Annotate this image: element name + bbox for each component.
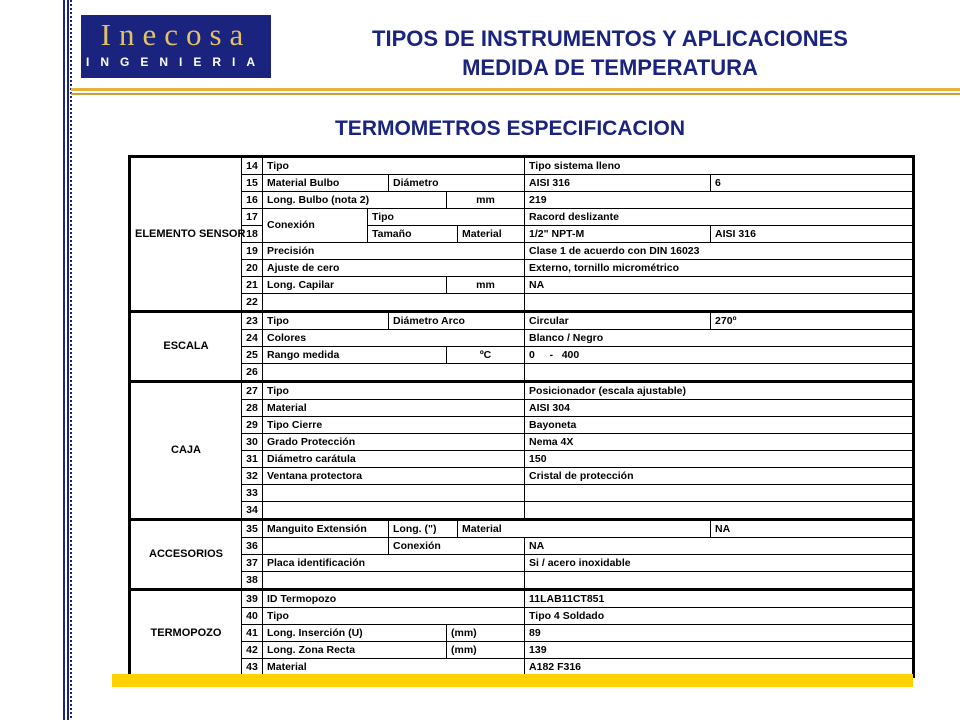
table-row [130,642,914,659]
page-title-line2: MEDIDA DE TEMPERATURA [462,55,758,80]
row-number: 36 [242,538,263,555]
row-label [263,364,525,382]
row-label: Long. Zona Recta [263,642,447,659]
row-label: Placa identificación [263,555,525,572]
row-value [525,364,914,382]
row-value: Clase 1 de acuerdo con DIN 16023 [525,243,914,260]
row-value: Bayoneta [525,417,914,434]
row-value: 11LAB11CT851 [525,590,914,608]
table-row [130,209,914,226]
table-row [130,175,914,192]
row-value: NA [711,520,914,538]
row-value: 0 - 400 [525,347,914,364]
row-label: ID Termopozo [263,590,525,608]
row-sublabel: Diámetro Arco [389,312,525,330]
row-label: Tipo [263,312,389,330]
row-number: 24 [242,330,263,347]
row-value [525,502,914,520]
row-number: 18 [242,226,263,243]
row-number: 15 [242,175,263,192]
row-value: Tipo sistema lleno [525,157,914,175]
row-value: AISI 316 [525,175,711,192]
row-label: Rango medida [263,347,447,364]
row-number: 26 [242,364,263,382]
row-label: Material Bulbo [263,175,389,192]
row-number: 37 [242,555,263,572]
row-label: Material [263,400,525,417]
row-number: 20 [242,260,263,277]
table-row [130,364,914,382]
table-row [130,417,914,434]
row-number: 42 [242,642,263,659]
table-row [130,468,914,485]
row-number: 17 [242,209,263,226]
row-label: Diámetro carátula [263,451,525,468]
row-value: Circular [525,312,711,330]
row-value [525,294,914,312]
logo-subtitle: INGENIERIA [85,55,266,69]
row-number: 23 [242,312,263,330]
row-number: 43 [242,659,263,677]
row-label: Manguito Extensión [263,520,389,538]
left-border-dots [70,0,72,720]
row-number: 14 [242,157,263,175]
row-unit: (mm) [447,642,525,659]
row-sublabel: Tamaño [368,226,458,243]
row-sublabel-secondary: Material [458,520,711,538]
table-row [130,451,914,468]
row-value [525,485,914,502]
table-row [130,538,914,555]
row-label [263,502,525,520]
row-label: Grado Protección [263,434,525,451]
table-row [130,434,914,451]
row-number: 38 [242,572,263,590]
table-row [130,330,914,347]
row-number: 39 [242,590,263,608]
row-label: Material [263,659,525,677]
table-row [130,243,914,260]
table-row [130,485,914,502]
row-number: 29 [242,417,263,434]
row-value-secondary: 6 [711,175,914,192]
row-number: 19 [242,243,263,260]
footer-bar [112,674,913,687]
table-row [130,260,914,277]
row-label: Long. Inserción (U) [263,625,447,642]
row-value: Tipo 4 Soldado [525,608,914,625]
row-label: Long. Capilar [263,277,447,294]
specification-table [128,155,912,673]
row-number: 16 [242,192,263,209]
row-label: Ajuste de cero [263,260,525,277]
row-value: A182 F316 [525,659,914,677]
row-value: Posicionador (escala ajustable) [525,382,914,400]
row-label: Conexión [263,209,368,243]
row-sublabel: Diámetro [389,175,525,192]
row-number: 21 [242,277,263,294]
table-row [130,192,914,209]
row-value: 1/2" NPT-M [525,226,711,243]
row-label: Ventana protectora [263,468,525,485]
row-number: 40 [242,608,263,625]
logo-name: Inecosa [100,17,252,52]
table-row [130,608,914,625]
row-number: 33 [242,485,263,502]
row-number: 32 [242,468,263,485]
row-value: Blanco / Negro [525,330,914,347]
row-value: Externo, tornillo micrométrico [525,260,914,277]
page-title-line1: TIPOS DE INSTRUMENTOS Y APLICACIONES [372,26,848,51]
left-border-rule [67,0,69,720]
group-label: CAJA [130,382,242,520]
row-value: 219 [525,192,914,209]
row-number: 28 [242,400,263,417]
section-title: TERMOMETROS ESPECIFICACION [334,117,686,140]
row-label: Colores [263,330,525,347]
row-value: Si / acero inoxidable [525,555,914,572]
left-border-rule [63,0,65,720]
row-value: NA [525,277,914,294]
row-number: 30 [242,434,263,451]
row-sublabel: Tipo [368,209,525,226]
table-row [130,347,914,364]
table-row [130,226,914,243]
table-row [130,572,914,590]
row-label [263,538,389,555]
header-divider [71,88,960,91]
row-label: Precisión [263,243,525,260]
table-row [130,157,914,175]
row-value: NA [525,538,914,555]
group-label: ESCALA [130,312,242,382]
row-value: Racord deslizante [525,209,914,226]
row-sublabel: Conexión [389,538,525,555]
table-row [130,590,914,608]
row-value: Cristal de protección [525,468,914,485]
row-value: Nema 4X [525,434,914,451]
table-row [130,400,914,417]
row-unit: ºC [447,347,525,364]
table-row [130,625,914,642]
table-row [130,520,914,538]
row-label: Tipo [263,382,525,400]
row-number: 22 [242,294,263,312]
row-sublabel-secondary: Material [458,226,525,243]
row-sublabel: Long. (") [389,520,458,538]
table-row [130,382,914,400]
row-number: 31 [242,451,263,468]
row-label [263,572,525,590]
header-divider [71,93,960,95]
table-row [130,294,914,312]
group-label: ELEMENTO SENSOR [130,157,242,312]
row-number: 25 [242,347,263,364]
row-unit: mm [447,192,525,209]
inecosa-logo [81,15,271,78]
row-number: 34 [242,502,263,520]
row-label: Tipo [263,157,525,175]
group-label: ACCESORIOS [130,520,242,590]
row-value [525,572,914,590]
row-label: Long. Bulbo (nota 2) [263,192,447,209]
row-value: 139 [525,642,914,659]
group-label: TERMOPOZO [130,590,242,677]
row-label: Tipo [263,608,525,625]
row-number: 41 [242,625,263,642]
row-value: 89 [525,625,914,642]
row-number: 27 [242,382,263,400]
row-unit: (mm) [447,625,525,642]
row-value: AISI 304 [525,400,914,417]
row-label [263,294,525,312]
row-number: 35 [242,520,263,538]
table-row [130,312,914,330]
table-row [130,277,914,294]
table-row [130,555,914,572]
row-value-secondary: 270º [711,312,914,330]
table-row [130,502,914,520]
row-unit: mm [447,277,525,294]
row-label: Tipo Cierre [263,417,525,434]
row-value: 150 [525,451,914,468]
row-value-secondary: AISI 316 [711,226,914,243]
row-label [263,485,525,502]
